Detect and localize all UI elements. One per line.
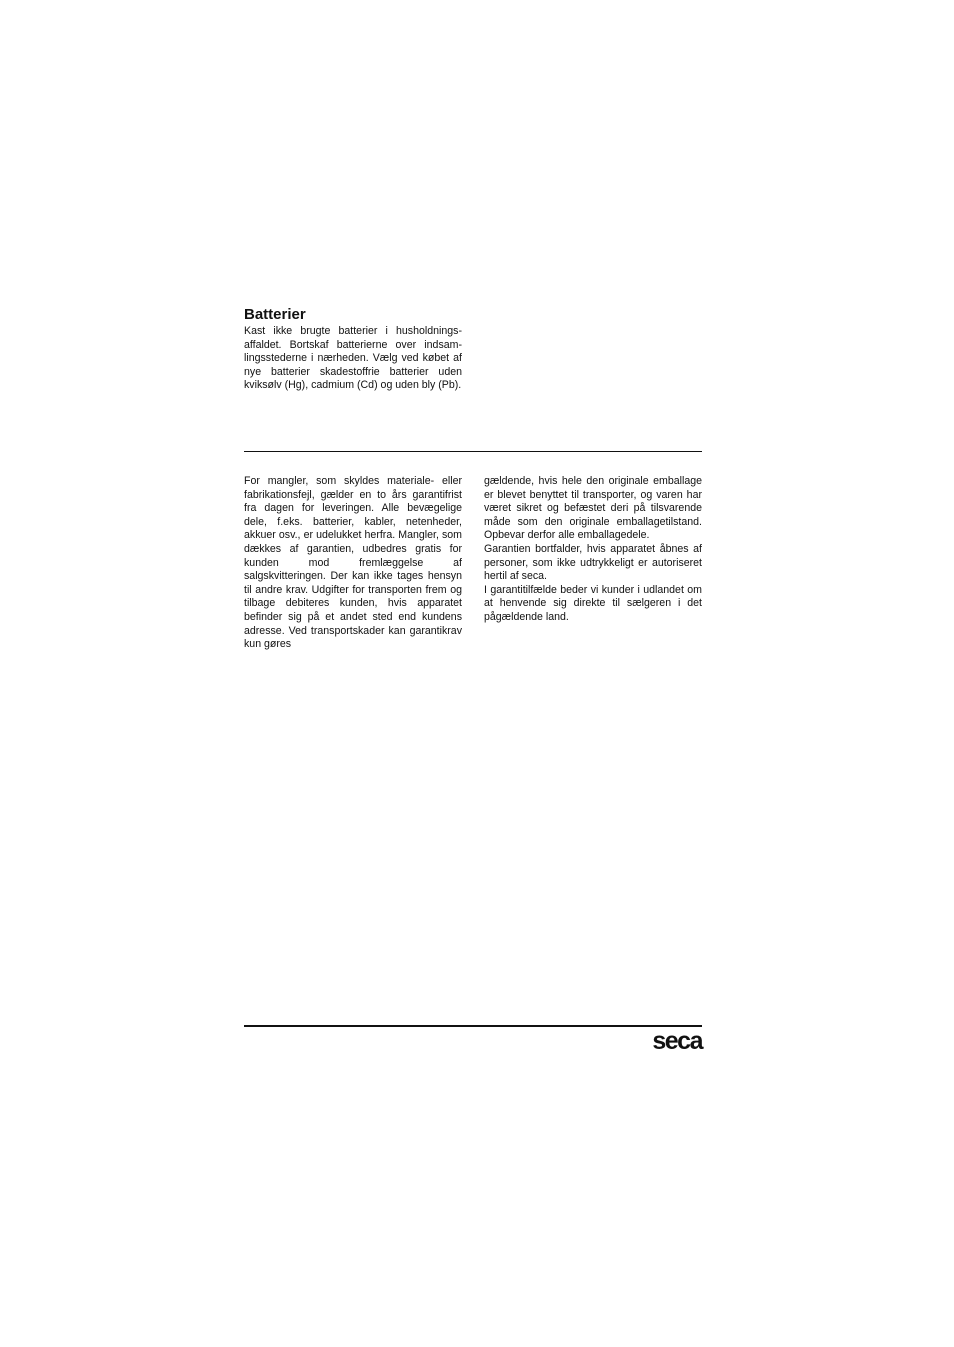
seca-logo: seca — [652, 1027, 702, 1055]
footer-rule — [244, 1025, 702, 1027]
battery-paragraph: Kast ikke brugte batterier i husholdningsaffaldet. Bortskaf batterierne over indsamlingsstederne i nærheden. Vælg ved købet af nye batterier skadestoffrie batterier uden kviksølv (Hg), cadmium (Cd) og uden bly (Pb). — [244, 325, 462, 392]
warranty-paragraph-3: I garantitilfælde beder vi kunder i udlandet om at henvende sig direkte til sælgeren i det pågældende land. — [484, 583, 702, 623]
section-divider — [244, 451, 702, 452]
battery-body — [244, 325, 462, 393]
warranty-paragraph-1-part-2: gældende, hvis hele den originale emballage er blevet benyttet til transporter, og varen har været sikret og befæstet deri på tilsvarende måde som den originale emballagetilstand. Opbevar derfor alle emballagedele. — [484, 475, 702, 542]
warranty-column-right — [484, 475, 702, 625]
warranty-column-left — [244, 475, 462, 652]
warranty-paragraph-2: Garantien bortfalder, hvis apparatet åbnes af personer, som ikke udtrykkeligt er autoriseret hertil af seca. — [484, 542, 702, 583]
battery-heading: Batterier — [244, 306, 306, 323]
warranty-paragraph-1-part-1: For mangler, som skyldes materiale- eller fabrikationsfejl, gælder en to års garantifrist fra dagen for leveringen. Alle bevægelige dele, f.eks. batterier, kabler, netenheder, akkuer osv., er udelukket herfra. Mangler, som dækkes af garantien, udbedres gratis for kunden mod fremlæggelse af salgskvitteringen. Der kan ikke tages hensyn til andre krav. Udgifter for transporten frem og tilbage debiteres kunden, hvis apparatet befinder sig på et andet sted end kundens adresse. Ved transportskader kan garantikrav kun gøres — [244, 475, 462, 651]
